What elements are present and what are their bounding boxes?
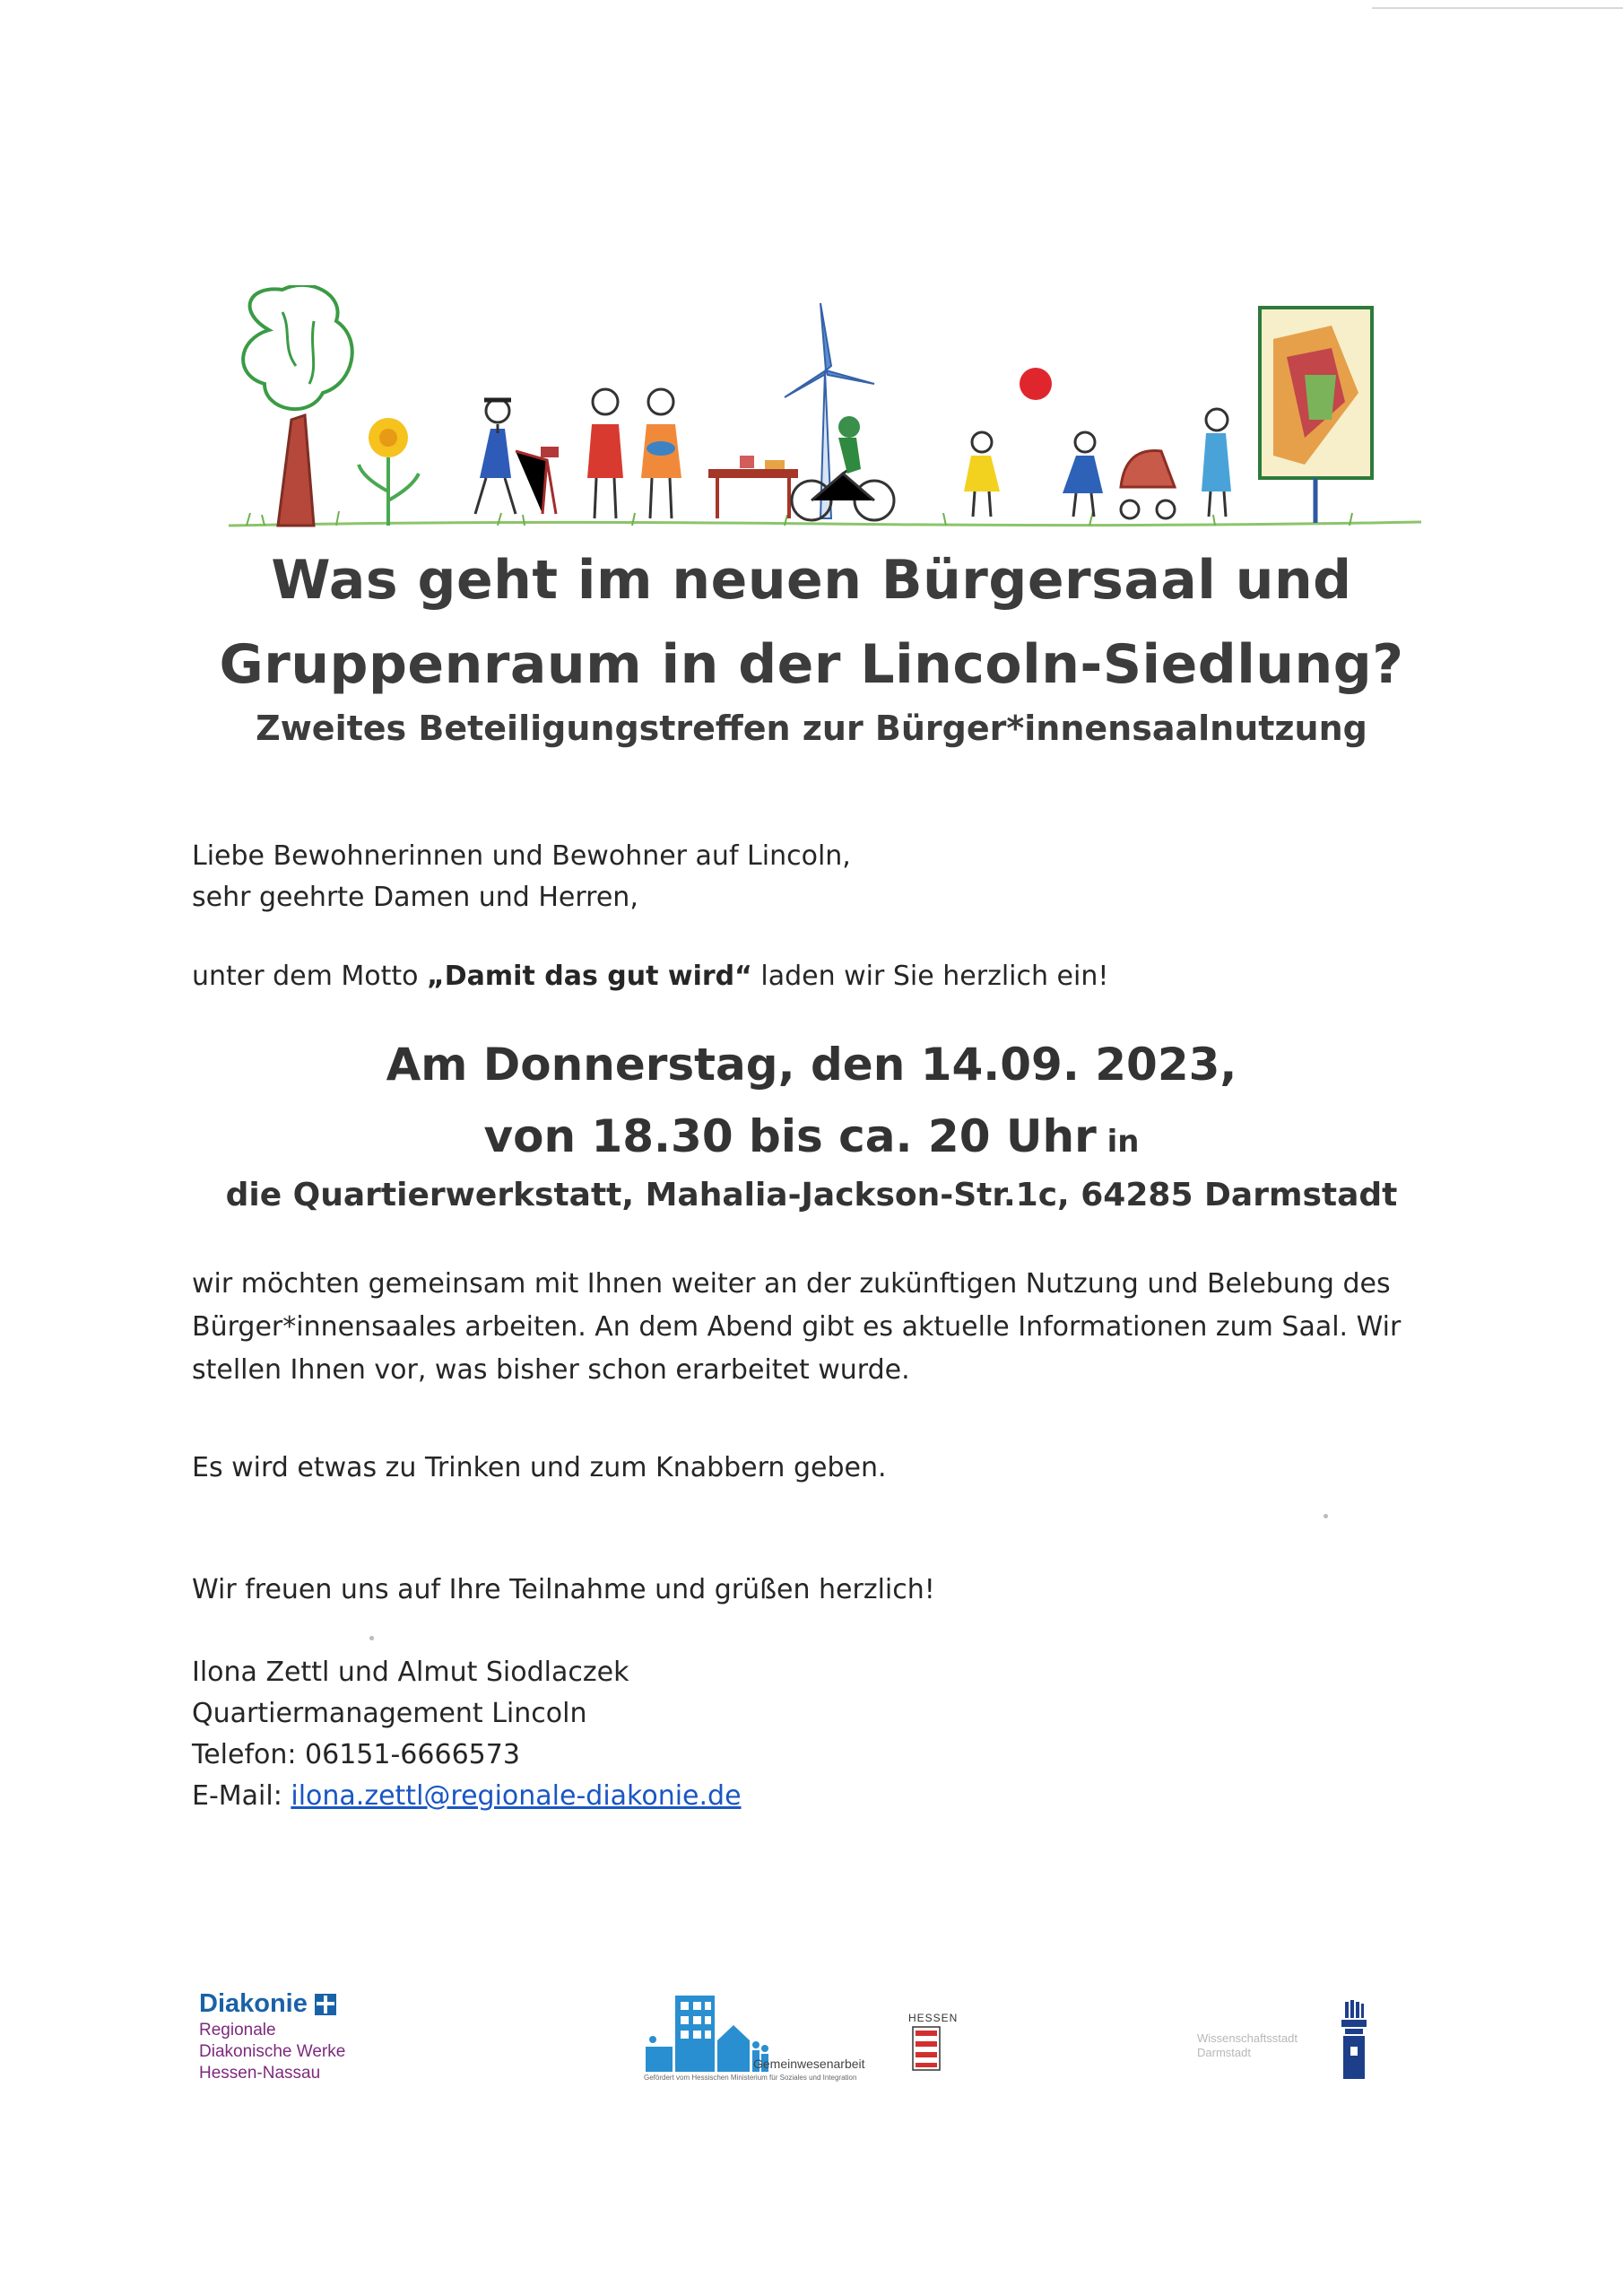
motto-prefix: unter dem Motto (192, 961, 428, 992)
darmstadt-logo-text (1197, 2031, 1298, 2060)
signature-block (192, 1652, 742, 1817)
tree-drawing (243, 285, 352, 526)
signature-org: Quartiermanagement Lincoln (192, 1698, 587, 1729)
diakonie-sub-1: Regionale (199, 2021, 276, 2039)
people-pair (587, 389, 681, 518)
gwa-footnote: Gefördert vom Hessischen Ministerium für Soziales und Integration (644, 2074, 857, 2082)
diakonie-sub-2: Diakonische Werke (199, 2042, 346, 2061)
paragraph-2: Es wird etwas zu Trinken und zum Knabbern geben. (192, 1452, 887, 1483)
title-line-2: Gruppenraum in der Lincoln-Siedlung? (219, 633, 1404, 696)
motto-line (192, 956, 1108, 997)
flower-drawing (359, 418, 419, 526)
scan-edge-line (1372, 7, 1623, 9)
signature-email-row (192, 1776, 742, 1817)
cyclist (792, 416, 894, 520)
paragraph-3: Wir freuen uns auf Ihre Teilnahme und grüßen herzlich! (192, 1574, 935, 1605)
event-place: die Quartierwerkstatt, Mahalia-Jackson-Str.1c, 64285 Darmstadt (225, 1177, 1398, 1213)
diakonie-sub-3: Hessen-Nassau (199, 2064, 321, 2083)
greeting (192, 836, 851, 918)
email-label: E-Mail: (192, 1780, 291, 1812)
subtitle: Zweites Beteiligungstreffen zur Bürger*innensaalnutzung (256, 709, 1367, 748)
signature-names: Ilona Zettl und Almut Siodlaczek (192, 1657, 629, 1688)
darmstadt-line-1: Wissenschaftsstadt (1197, 2031, 1298, 2045)
wedding-tower-icon (1338, 2000, 1370, 2081)
email-link[interactable]: ilona.zettl@regionale-diakonie.de (291, 1780, 742, 1812)
motto-bold: „Damit das gut wird“ (427, 961, 752, 992)
scan-speck (1324, 1514, 1328, 1518)
diakonie-logo (199, 1989, 345, 2083)
map-board-drawing (1260, 308, 1372, 523)
greeting-line-2: sehr geehrte Damen und Herren, (192, 882, 638, 913)
motto-suffix: laden wir Sie herzlich ein! (751, 961, 1109, 992)
gwa-label: Gemeinwesenarbeit (753, 2057, 865, 2071)
paragraph-1: wir möchten gemeinsam mit Ihnen weiter an der zukünftigen Nutzung und Belebung des Bürger*innensaales arbeiten. An dem Abend gibt es aktuelle Informationen zum Saal. Wir stellen Ihnen vor, was bisher schon erarbeitet wurde. (192, 1268, 1402, 1386)
greeting-line-1: Liebe Bewohnerinnen und Bewohner auf Lincoln, (192, 840, 851, 872)
hessen-label: HESSEN (908, 2012, 959, 2024)
person-with-walker (475, 399, 559, 514)
darmstadt-line-2: Darmstadt (1197, 2046, 1251, 2059)
event-time-suffix: in (1096, 1124, 1140, 1160)
diakonie-title: Diakonie (199, 1989, 308, 2018)
diakonie-cross-icon (315, 1994, 336, 2015)
title-line-1: Was geht im neuen Bürgersaal und (271, 549, 1352, 612)
event-time (0, 1110, 1623, 1162)
signature-phone: Telefon: 06151-6666573 (192, 1739, 520, 1770)
event-date: Am Donnerstag, den 14.09. 2023, (386, 1039, 1237, 1091)
scan-speck (369, 1636, 374, 1640)
pram-drawing (1121, 409, 1231, 518)
diakonie-name (199, 1989, 345, 2019)
ball-drawing (1020, 368, 1052, 400)
children (964, 432, 1103, 517)
event-time-text: von 18.30 bis ca. 20 Uhr (483, 1110, 1097, 1162)
table-drawing (708, 456, 798, 518)
header-illustration (229, 285, 1421, 541)
